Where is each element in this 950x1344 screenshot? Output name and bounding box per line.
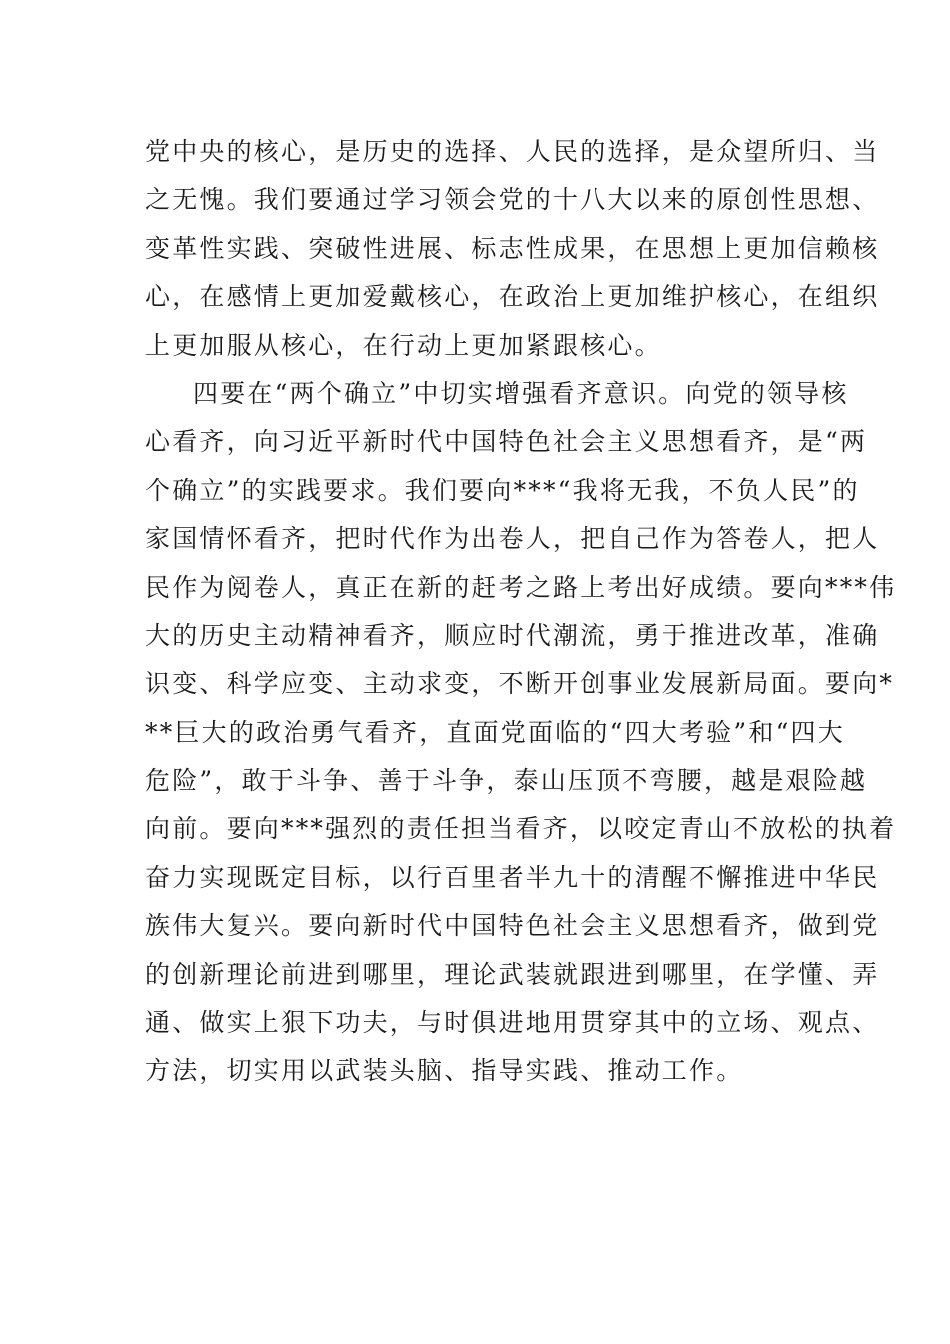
paragraph-line: 族伟大复兴。要向新时代中国特色社会主义思想看齐，做到党 <box>145 911 880 941</box>
body-text <box>145 128 897 1096</box>
paragraph-line: 方法，切实用以武装头脑、指导实践、推动工作。 <box>145 1056 744 1086</box>
paragraph-line: 识变、科学应变、主动求变，不断开创事业发展新局面。要向* <box>145 669 895 699</box>
paragraph-line: 个确立”的实践要求。我们要向***“我将无我，不负人民”的 <box>145 475 860 505</box>
paragraph-line: 大的历史主动精神看齐，顺应时代潮流，勇于推进改革，准确 <box>145 620 880 650</box>
paragraph-line: **巨大的政治勇气看齐，直面党面临的“四大考验”和“四大 <box>145 717 845 747</box>
paragraph-line: 通、做实上狠下功夫，与时俱进地用贯穿其中的立场、观点、 <box>145 1008 880 1038</box>
paragraph-line: 四要在“两个确立”中切实增强看齐意识。向党的领导核 <box>193 378 849 408</box>
paragraph-line: 心，在感情上更加爱戴核心，在政治上更加维护核心，在组织 <box>145 282 880 312</box>
paragraph-line: 变革性实践、突破性进展、标志性成果，在思想上更加信赖核 <box>145 233 880 263</box>
paragraph-line: 心看齐，向习近平新时代中国特色社会主义思想看齐，是“两 <box>145 427 868 457</box>
paragraph-line: 之无愧。我们要通过学习领会党的十八大以来的原创性思想、 <box>145 185 880 215</box>
paragraph-line: 上更加服从核心，在行动上更加紧跟核心。 <box>145 330 662 360</box>
paragraph-line: 危险”，敢于斗争、善于斗争，泰山压顶不弯腰，越是艰险越 <box>145 766 868 796</box>
paragraph-1 <box>145 128 880 370</box>
paragraph-line: 民作为阅卷人，真正在新的赶考之路上考出好成绩。要向***伟 <box>145 572 897 602</box>
paragraph-line: 党中央的核心，是历史的选择、人民的选择，是众望所归、当 <box>145 137 880 166</box>
paragraph-line: 向前。要向***强烈的责任担当看齐，以咬定青山不放松的执着 <box>145 814 897 844</box>
paragraph-2 <box>145 370 897 1096</box>
paragraph-line: 的创新理论前进到哪里，理论武装就跟进到哪里，在学懂、弄 <box>145 959 880 989</box>
paragraph-line: 奋力实现既定目标，以行百里者半九十的清醒不懈推进中华民 <box>145 862 880 892</box>
paragraph-line: 家国情怀看齐，把时代作为出卷人，把自己作为答卷人，把人 <box>145 524 880 554</box>
